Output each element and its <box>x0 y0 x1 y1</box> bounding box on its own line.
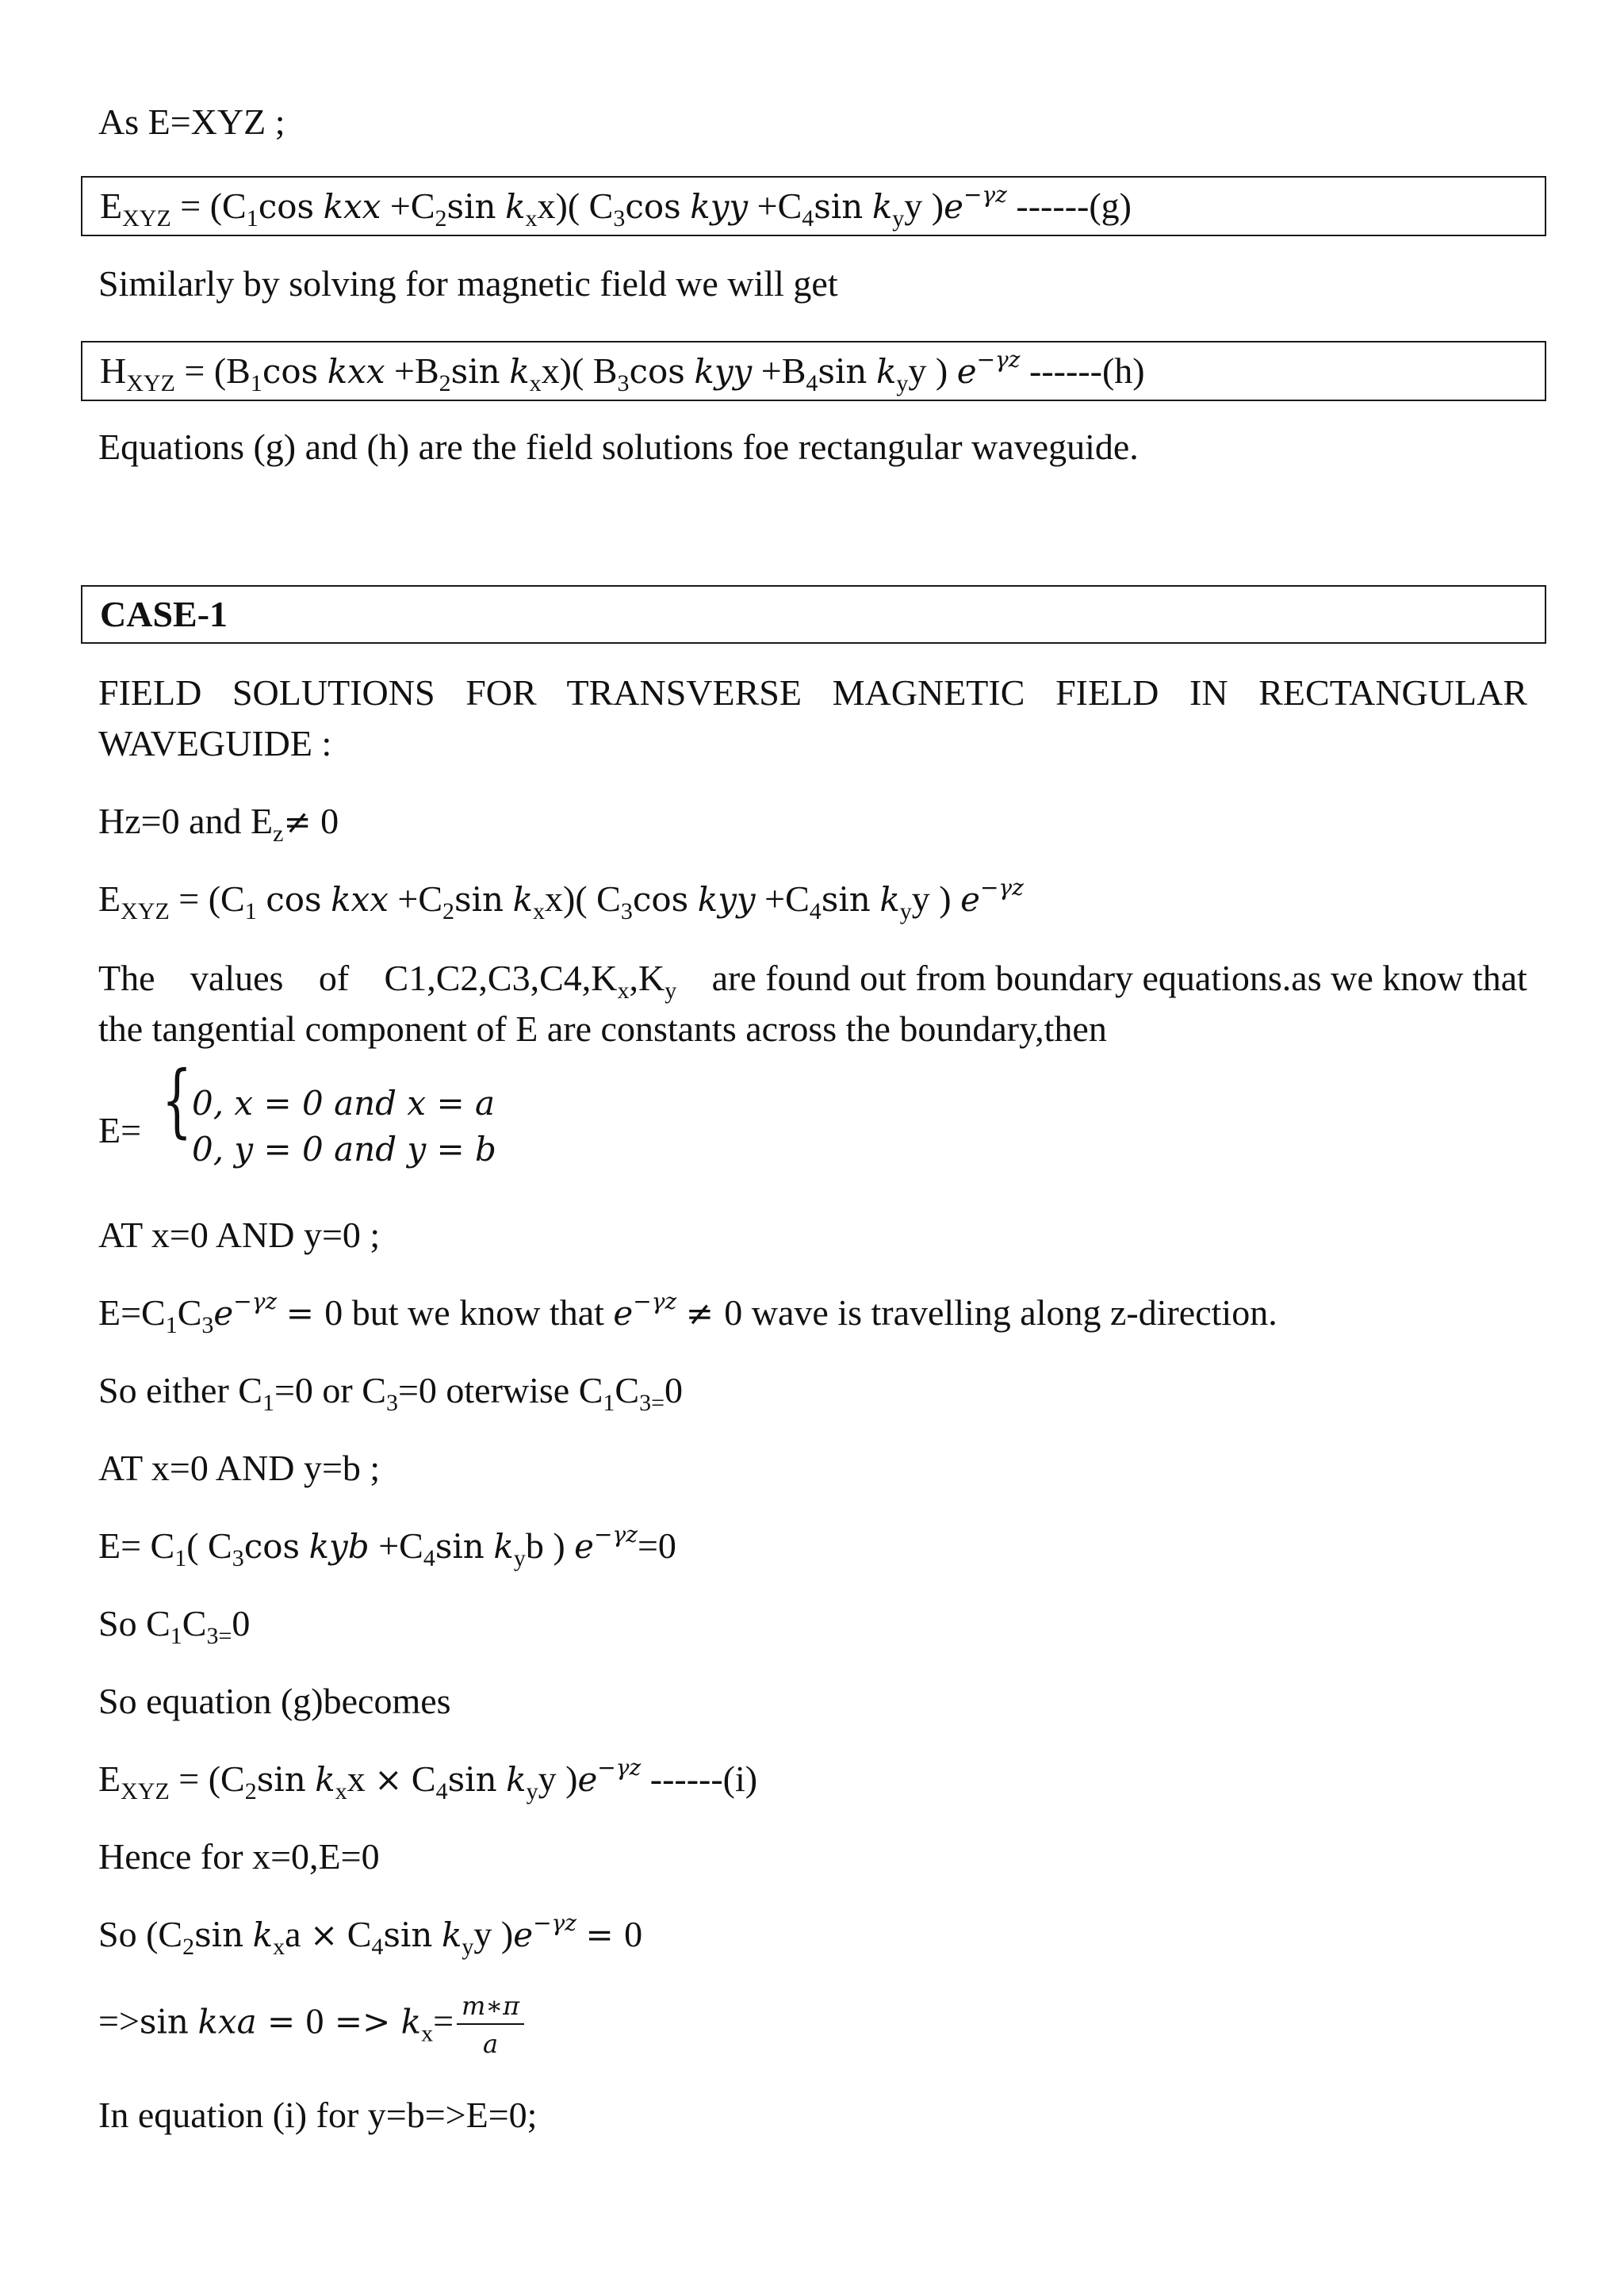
field-heading-line1: FIELD SOLUTIONS FOR TRANSVERSE MAGNETIC FIELD IN RECTANGULAR <box>98 672 1527 713</box>
travel-text: wave is travelling along z-direction. <box>751 1292 1277 1333</box>
field-heading-line2: WAVEGUIDE : <box>98 723 332 763</box>
fraction-m-pi-over-a: $\frac{m∗\pi}{a}$ <box>457 1993 524 2057</box>
equation-kx: =>sin kxa = $0 => k_x=$ $\frac{m∗\pi}{a}$ <box>98 1993 524 2057</box>
equation-sin-kxa: So ($C_2\sin$ $k_xa \times C_4\sin$ $k_yy$ )$e^{-\gamma z} = 0$ <box>98 1910 643 1960</box>
equation-i: $E_{XYZ} = (C_2\sin$ $k_xx \times C_4\sin$ $k_yy$ )$e^{-\gamma z}$ ------(i) <box>98 1755 758 1804</box>
in-equation-i: In equation (i) for y=b=>E=0; <box>98 2095 538 2135</box>
similarly-text: Similarly by solving for magnetic field we will get <box>98 263 838 304</box>
boundary-text-line1: The values of $C1,C2,C3,C4,K_x,K_y$ are found out from boundary equations.as we know that <box>98 958 1527 1004</box>
hence-x0: Hence for x=0,E=0 <box>98 1836 380 1877</box>
intro-text: As E=XYZ ; <box>98 101 285 142</box>
either-text: So either $C_1=0$ or $C_3=0$ oterwise $C_1C_{3=}0$ <box>98 1370 684 1416</box>
equation-at-yb: $E= C_1$( $C_3\cos$ kyb $+C_4\sin$ $k_yb$ ) $e^{-\gamma z}=0$ <box>98 1521 676 1571</box>
equation-g-label: (g) <box>1089 186 1132 226</box>
at-x0-y0: AT x=0 AND y=0 ; <box>98 1215 381 1255</box>
equation-g-box <box>81 176 1546 236</box>
piecewise-brace: { <box>162 1054 193 1146</box>
equation-g: $E_{XYZ} = (C_1\cos$ kxx $+C_2\sin$ $k_xx$)( $C_3\cos$ kyy $+C_4\sin$ $k_yy$ )$e^{-\gamma z}$ ------(g) <box>100 182 1132 232</box>
equations-note: Equations (g) and (h) are the field solutions foe rectangular waveguide. <box>98 427 1139 467</box>
so-equation-g: So equation (g)becomes <box>98 1681 451 1721</box>
hz-condition: Hz=0 and $E_z\ne 0$ <box>98 801 339 847</box>
either-text-start: So either C <box>98 1370 262 1410</box>
equation-c1c3: $E=C_1C_3e^{-\gamma z} = 0$ but we know that $e^{-\gamma z} \ne 0$ wave is travelling along z-direction. <box>98 1288 1277 1338</box>
hz-condition-text: Hz=0 and E <box>98 801 274 841</box>
equation-exyz: $E_{XYZ} = (C_1$ cos kxx $+C_2\sin$ $k_xx$)( $C_3\cos$ kyy $+C_4\sin$ $k_yy$ ) $e^{-\gamma z}$ <box>98 874 1024 924</box>
equation-i-label: (i) <box>722 1758 758 1799</box>
piecewise-e-label: E= <box>98 1110 142 1150</box>
equation-h-label: (h) <box>1101 350 1145 391</box>
case-box <box>81 585 1546 644</box>
piecewise-row1: 0, x = 0 and x = a <box>192 1084 496 1123</box>
so-c1c3: So $C_1C_{3=}0$ <box>98 1603 251 1649</box>
boundary-text-line2: the tangential component of E are constants across the boundary,then <box>98 1008 1107 1049</box>
piecewise-row2: 0, y = 0 and y = b <box>192 1130 496 1169</box>
boundary-text-line1-rest: are found out from boundary equations.as we know that <box>711 958 1527 998</box>
so-c1c3-text: So C <box>98 1603 170 1644</box>
case-title: CASE-1 <box>100 594 228 634</box>
at-x0-yb: AT x=0 AND y=b ; <box>98 1448 381 1488</box>
equation-h: $H_{XYZ} = (B_1\cos$ kxx $+B_2\sin$ $k_xx$)( $B_3\cos$ kyy $+B_4\sin$ $k_yy$ ) $e^{-\gamma z}$ ------(h) <box>100 346 1145 396</box>
equation-h-box <box>81 341 1546 401</box>
